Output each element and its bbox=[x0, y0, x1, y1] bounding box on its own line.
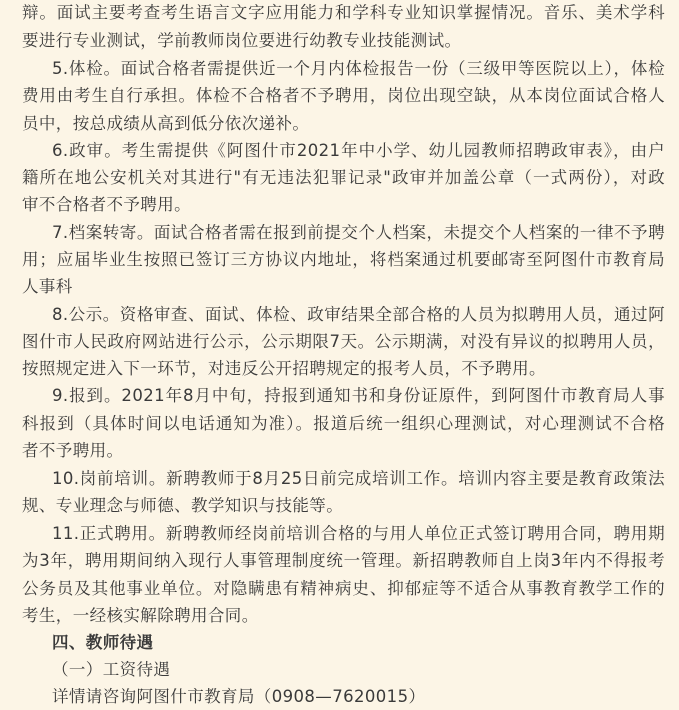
text-line: 人事科 bbox=[22, 277, 73, 296]
text-line: 辩。面试主要考查考生语言文字应用能力和学科专业知识掌握情况。音乐、美术学科 bbox=[22, 3, 665, 22]
text-line: 10.岗前培训。新聘教师于8月25日前完成培训工作。培训内容主要是教育政策法 bbox=[52, 469, 665, 488]
text-line: 费用由考生自行承担。体检不合格者不予聘用，岗位出现空缺，从本岗位面试合格人 bbox=[22, 86, 665, 105]
text-line: 9.报到。2021年8月中旬，持报到通知书和身份证原件，到阿图什市教育局人事 bbox=[52, 386, 665, 405]
text-line: 考生，一经核实解除聘用合同。 bbox=[22, 606, 259, 625]
text-line: 11.正式聘用。新聘教师经岗前培训合格的与用人单位正式签订聘用合同，聘用期 bbox=[52, 524, 665, 543]
text-line: 图什市人民政府网站进行公示，公示期限7天。公示期满，对没有异议的拟聘用人员， bbox=[22, 332, 665, 351]
text-line: 按照规定进入下一环节，对违反公开招聘规定的报考人员，不予聘用。 bbox=[22, 359, 546, 378]
text-line: 用；应届毕业生按照已签订三方协议内地址，将档案通过机要邮寄至阿图什市教育局 bbox=[22, 250, 665, 269]
text-line: 籍所在地公安机关对其进行"有无违法犯罪记录"政审并加盖公章（一式两份），对政 bbox=[22, 168, 665, 187]
text-line: 7.档案转寄。面试合格者需在报到前提交个人档案，未提交个人档案的一律不予聘 bbox=[52, 223, 665, 242]
contact-line: 详情请咨询阿图什市教育局（0908—7620015） bbox=[52, 687, 426, 706]
text-line: 公务员及其他事业单位。对隐瞒患有精神病史、抑郁症等不适合从事教育教学工作的 bbox=[22, 579, 665, 598]
text-line: 要进行专业测试，学前教师岗位要进行幼教专业技能测试。 bbox=[22, 31, 462, 50]
subsection-heading: （一）工资待遇 bbox=[52, 660, 171, 679]
text-line: 为3年，聘用期间纳入现行人事管理制度统一管理。新招聘教师自上岗3年内不得报考 bbox=[22, 551, 665, 570]
text-line: 审不合格者不予聘用。 bbox=[22, 195, 191, 214]
text-line: 规、专业理念与师德、教学知识与技能等。 bbox=[22, 496, 344, 515]
text-line: 8.公示。资格审查、面试、体检、政审结果全部合格的人员为拟聘用人员，通过阿 bbox=[52, 305, 665, 324]
text-line: 6.政审。考生需提供《阿图什市2021年中小学、幼儿园教师招聘政审表》，由户 bbox=[52, 141, 665, 160]
text-line: 员中，按总成绩从高到低分依次递补。 bbox=[22, 114, 310, 133]
section-heading: 四、教师待遇 bbox=[52, 633, 154, 652]
text-line: 科报到（具体时间以电话通知为准）。报道后统一组织心理测试，对心理测试不合格 bbox=[22, 414, 665, 433]
text-line: 5.体检。面试合格者需提供近一个月内体检报告一份（三级甲等医院以上），体检 bbox=[52, 59, 665, 78]
text-line: 者不予聘用。 bbox=[22, 441, 124, 460]
